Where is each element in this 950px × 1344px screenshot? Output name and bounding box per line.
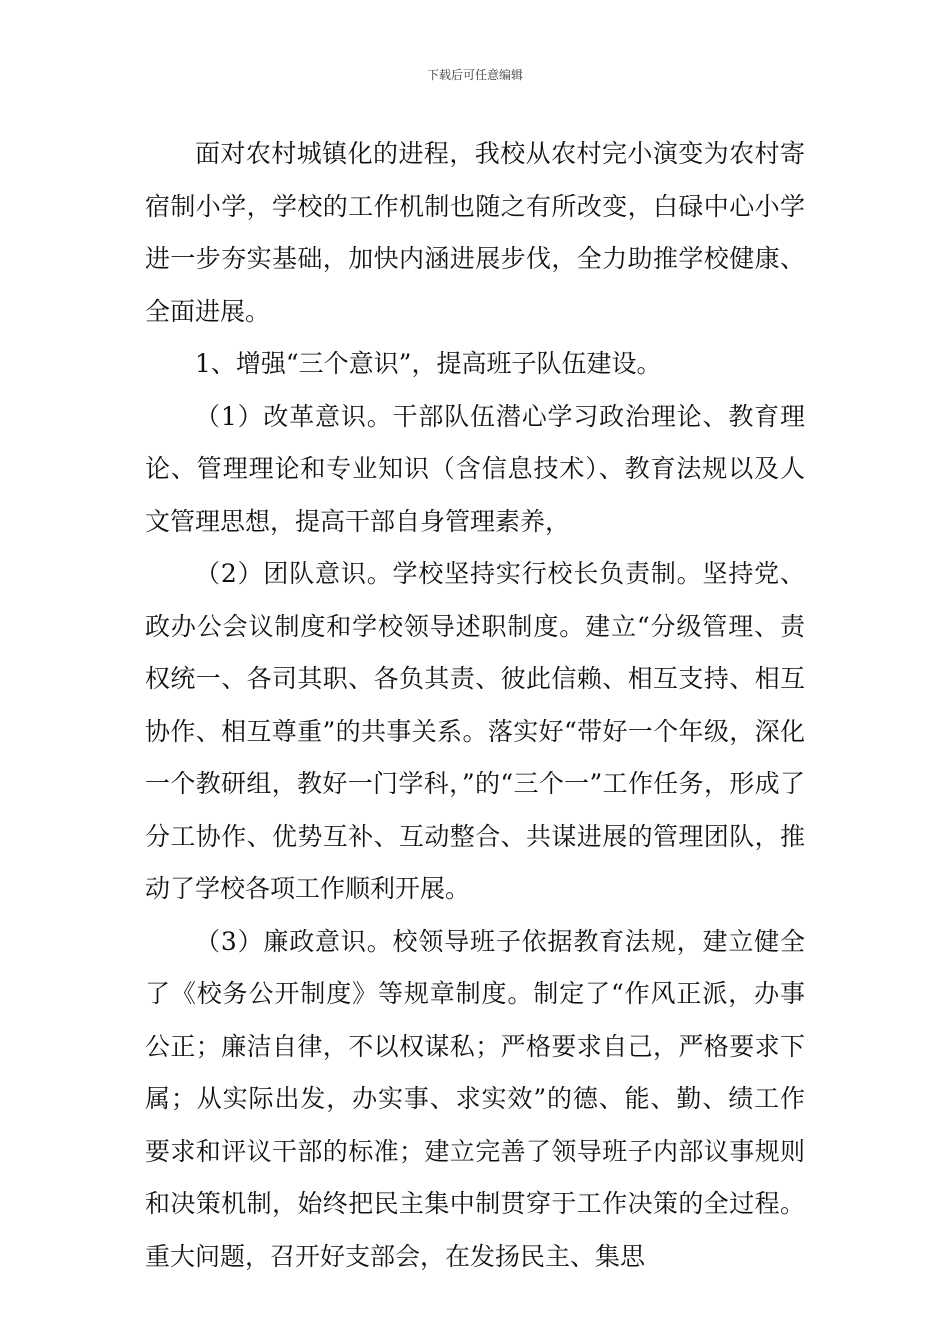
paragraph-heading-1: 1、增强“三个意识”，提高班子队伍建设。 — [195, 349, 662, 378]
paragraph-reform-awareness: （1）改革意识。干部队伍潜心学习政治理论、教育理论、管理理论和专业知识（含信息技术）、教育法规以及人文管理思想，提高干部自身管理素养， — [145, 401, 805, 536]
header-note: 下载后可任意编辑 — [426, 68, 523, 82]
document-body — [145, 128, 805, 1283]
paragraph-integrity-awareness: （3）廉政意识。校领导班子依据教育法规，建立健全了《校务公开制度》等规章制度。制定了“作风正派，办事公正；廉洁自律，不以权谋私；严格要求自己，严格要求下属；从实际出发，办实事、求实效”的德、能、勤、绩工作要求和评议干部的标准；建立完善了领导班子内部议事规则和决策机制，始终把民主集中制贯穿于工作决策的全过程。重大问题，召开好支部会，在发扬民主、集思 — [145, 926, 805, 1271]
paragraph-intro: 面对农村城镇化的进程，我校从农村完小演变为农村寄宿制小学，学校的工作机制也随之有所改变，白碌中心小学进一步夯实基础，加快内涵进展步伐，全力助推学校健康、全面进展。 — [145, 139, 805, 326]
paragraph-team-awareness: （2）团队意识。学校坚持实行校长负责制。坚持党、政办公会议制度和学校领导述职制度。建立“分级管理、责权统一、各司其职、各负其责、彼此信赖、相互支持、相互协作、相互尊重”的共事关系。落实好“带好一个年级，深化一个教研组，教好一门学科，”的“三个一”工作任务，形成了分工协作、优势互补、互动整合、共谋进展的管理团队，推动了学校各项工作顺利开展。 — [145, 559, 805, 903]
